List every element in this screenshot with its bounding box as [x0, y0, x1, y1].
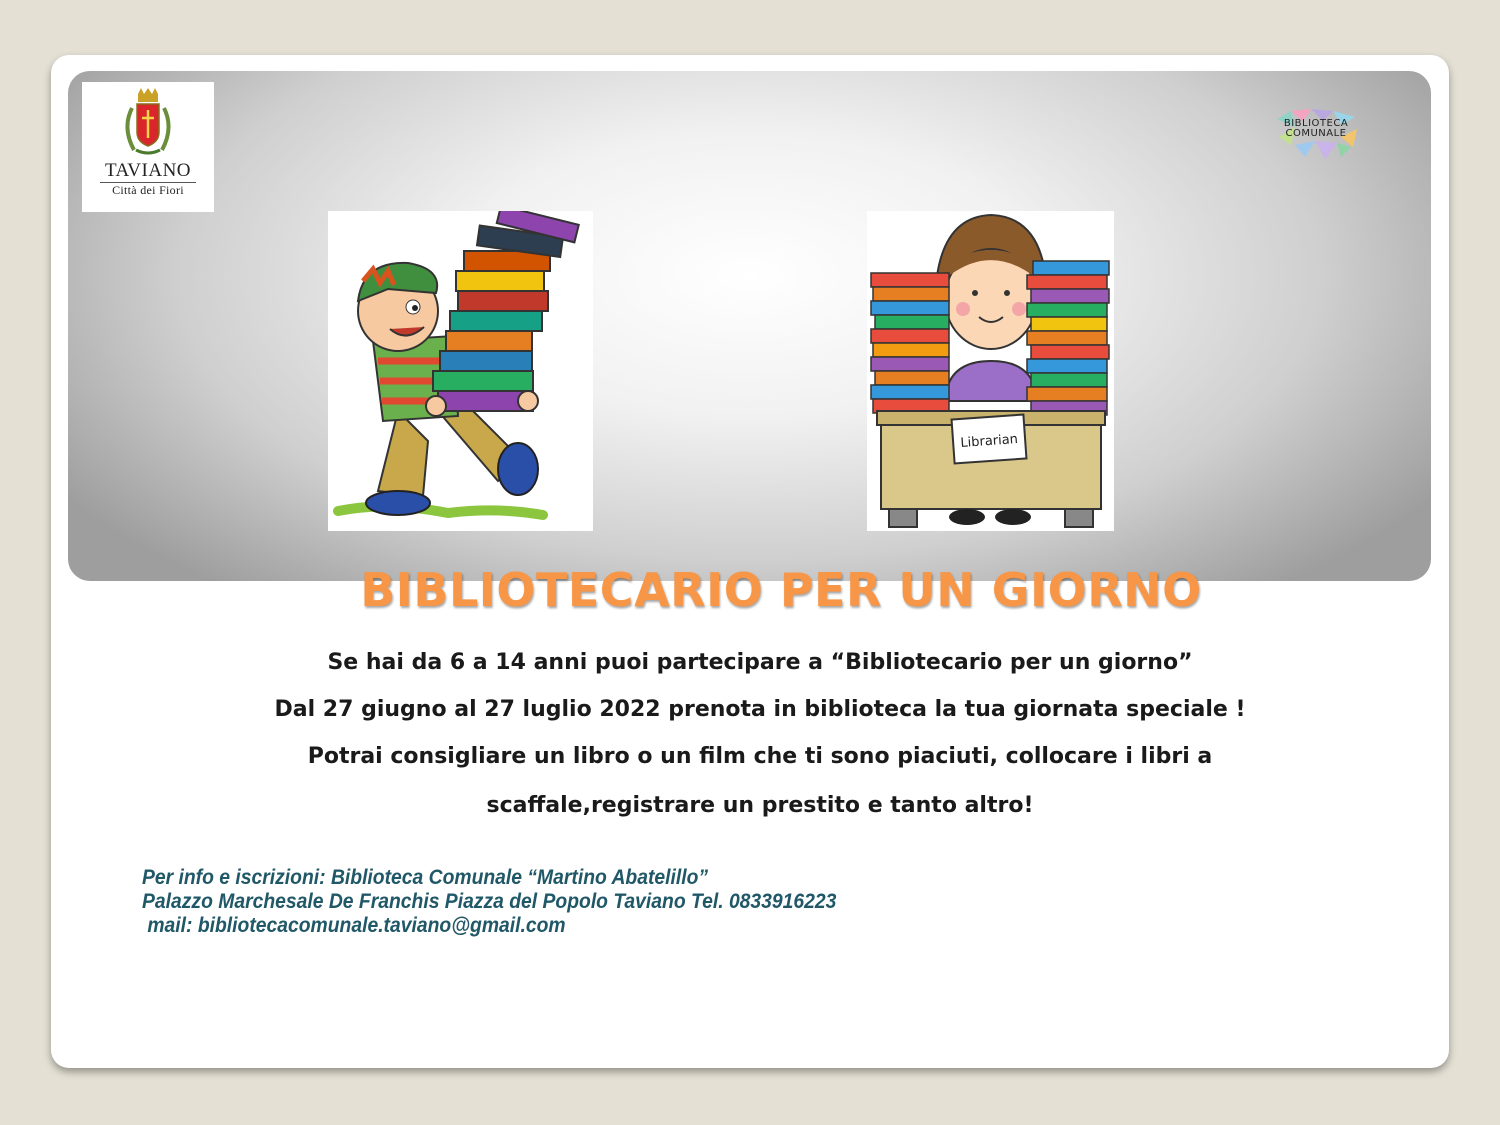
boy-carrying-books-image	[328, 211, 593, 531]
logo-subtitle: Città dei Fiori	[112, 183, 184, 197]
flyer-title: BIBLIOTECARIO PER UN GIORNO	[360, 563, 1202, 617]
biblioteca-logo	[1271, 107, 1361, 165]
body-line-1: Se hai da 6 a 14 anni puoi partecipare a “Bibliotecario per un giorno”	[327, 650, 1193, 675]
logo-name: TAVIANO	[104, 160, 192, 181]
librarian-sign-label: Librarian	[959, 432, 1019, 451]
info-line-1: Per info e iscrizioni: Biblioteca Comunale “Martino Abatelillo”	[142, 866, 709, 889]
body-line-3: Potrai consigliare un libro o un film che ti sono piaciuti, collocare i libri a	[307, 744, 1213, 769]
email-line: mail: bibliotecacomunale.taviano@gmail.com	[142, 914, 566, 937]
body-line-2: Dal 27 giugno al 27 luglio 2022 prenota in biblioteca la tua giornata speciale !	[274, 697, 1246, 722]
flyer-slide	[51, 55, 1449, 1068]
librarian-at-desk-icon	[867, 211, 1114, 531]
librarian-image	[867, 211, 1114, 531]
body-line-4: scaffale,registrare un prestito e tanto altro!	[486, 793, 1034, 818]
boy-carrying-books-icon	[328, 211, 593, 531]
info-line-2: Palazzo Marchesale De Franchis Piazza del Popolo Taviano Tel. 0833916223	[142, 890, 837, 913]
biblioteca-logo-line2: COMUNALE	[1285, 128, 1347, 139]
biblioteca-logo-line1: BIBLIOTECA	[1283, 118, 1349, 129]
header-banner	[68, 71, 1431, 581]
taviano-logo	[82, 82, 214, 212]
crest-icon	[118, 88, 178, 160]
